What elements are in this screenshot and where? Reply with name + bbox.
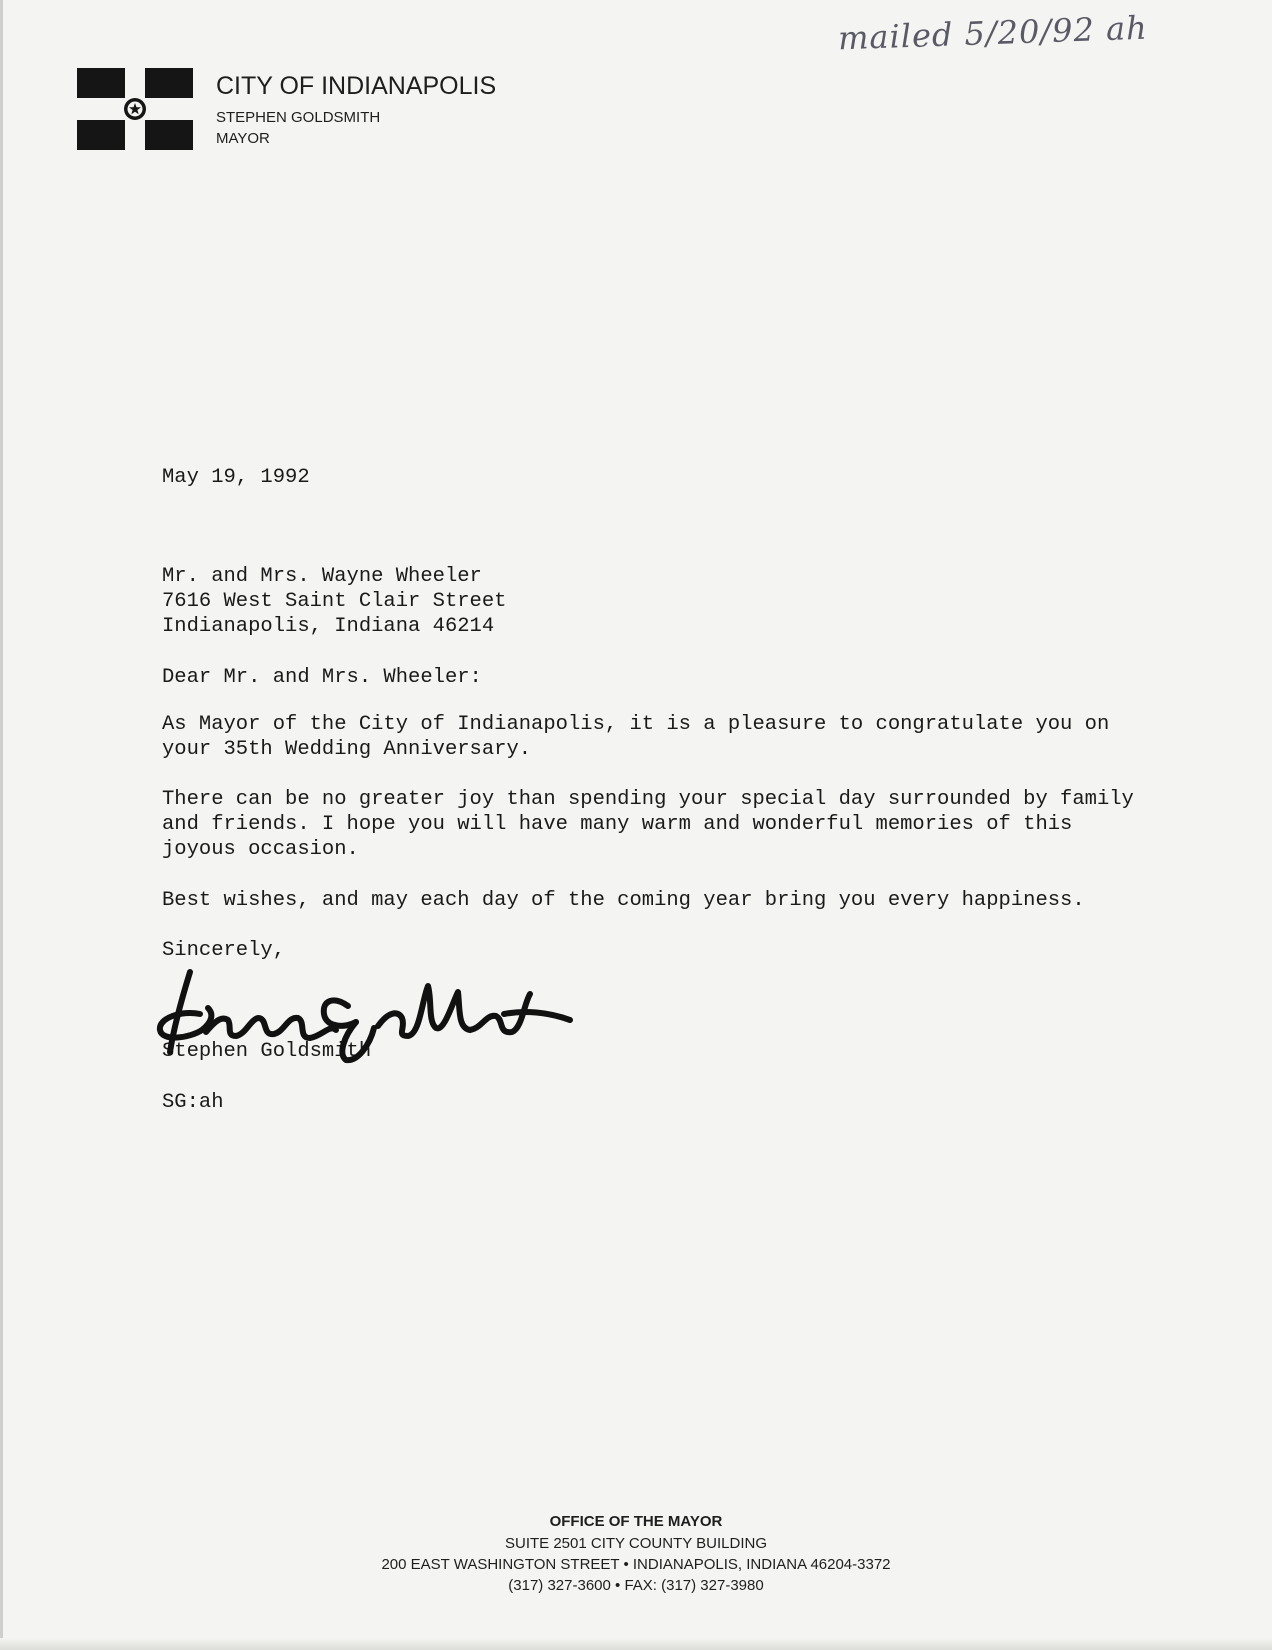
salutation: Dear Mr. and Mrs. Wheeler: [162, 666, 482, 689]
city-seal-logo [77, 68, 193, 158]
paragraph-2-line-1: There can be no greater joy than spending your special day surrounded by family [162, 788, 1134, 811]
handwritten-note: mailed 5/20/92 ah [837, 8, 1149, 58]
typed-name: Stephen Goldsmith [162, 1040, 372, 1063]
recipient-street: 7616 West Saint Clair Street [162, 590, 507, 613]
letterhead-mayor-name: STEPHEN GOLDSMITH [216, 109, 381, 126]
page-edge-left [0, 0, 3, 1650]
footer-line-3: (317) 327-3600 • FAX: (317) 327-3980 [508, 1577, 764, 1594]
paragraph-2-line-2: and friends. I hope you will have many warm and wonderful memories of this [162, 813, 1073, 836]
letter-date: May 19, 1992 [162, 466, 310, 489]
letterhead-city: CITY OF INDIANAPOLIS [216, 72, 497, 100]
logo-block-top-right [145, 68, 193, 98]
paragraph-3-line-1: Best wishes, and may each day of the coming year bring you every happiness. [162, 889, 1085, 912]
paragraph-1-line-1: As Mayor of the City of Indianapolis, it is a pleasure to congratulate you on [162, 713, 1110, 736]
footer-office: OFFICE OF THE MAYOR [549, 1513, 723, 1530]
logo-block-bottom-right [145, 120, 193, 150]
recipient-name: Mr. and Mrs. Wayne Wheeler [162, 565, 482, 588]
footer-line-2: 200 EAST WASHINGTON STREET • INDIANAPOLIS, INDIANA 46204-3372 [381, 1556, 891, 1573]
logo-block-top-left [77, 68, 125, 98]
letterhead-mayor-title: MAYOR [216, 130, 270, 147]
logo-block-bottom-left [77, 120, 125, 150]
page-edge-bottom [0, 1638, 1272, 1650]
initials: SG:ah [162, 1091, 224, 1114]
closing: Sincerely, [162, 939, 286, 962]
footer-line-1: SUITE 2501 CITY COUNTY BUILDING [504, 1535, 768, 1552]
recipient-city: Indianapolis, Indiana 46214 [162, 615, 495, 638]
paragraph-2-line-3: joyous occasion. [162, 838, 359, 861]
paragraph-1-line-2: your 35th Wedding Anniversary. [162, 738, 532, 761]
signature [152, 958, 584, 1066]
